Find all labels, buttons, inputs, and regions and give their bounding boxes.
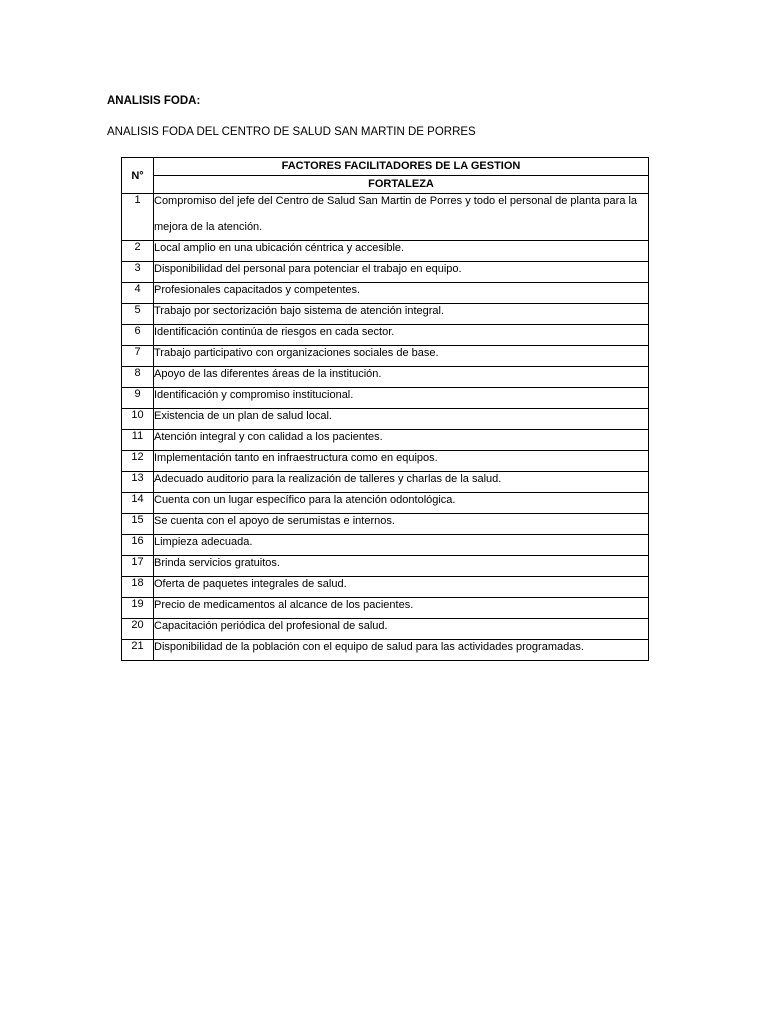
row-number: 14 xyxy=(122,493,154,514)
row-number: 21 xyxy=(122,640,154,661)
row-text: Identificación y compromiso institucional. xyxy=(154,389,354,401)
foda-table-body xyxy=(122,194,649,661)
table-row xyxy=(122,194,649,241)
row-text: Existencia de un plan de salud local. xyxy=(154,410,332,422)
row-number: 18 xyxy=(122,577,154,598)
row-number: 5 xyxy=(122,304,154,325)
row-number: 6 xyxy=(122,325,154,346)
row-number: 1 xyxy=(122,194,154,241)
row-number: 4 xyxy=(122,283,154,304)
row-text: Disponibilidad de la población con el equipo de salud para las actividades programadas. xyxy=(154,641,584,653)
row-number: 10 xyxy=(122,409,154,430)
row-text: Profesionales capacitados y competentes. xyxy=(154,284,361,296)
row-text: Implementación tanto en infraestructura como en equipos. xyxy=(154,452,438,464)
row-text: Apoyo de las diferentes áreas de la institución. xyxy=(154,368,382,380)
row-text: Trabajo por sectorización bajo sistema de atención integral. xyxy=(154,305,445,317)
header-number: N° xyxy=(122,158,154,194)
row-number: 13 xyxy=(122,472,154,493)
row-number: 7 xyxy=(122,346,154,367)
row-number: 3 xyxy=(122,262,154,283)
row-number: 2 xyxy=(122,241,154,262)
row-text: Limpieza adecuada. xyxy=(154,536,253,548)
row-text: Atención integral y con calidad a los pacientes. xyxy=(154,431,383,443)
row-text: Trabajo participativo con organizaciones sociales de base. xyxy=(154,347,439,359)
row-number: 9 xyxy=(122,388,154,409)
row-text: Se cuenta con el apoyo de serumistas e internos. xyxy=(154,515,395,527)
row-text-cell xyxy=(154,640,649,661)
header-factores: FACTORES FACILITADORES DE LA GESTION xyxy=(154,158,649,176)
header-fortaleza: FORTALEZA xyxy=(154,176,649,194)
row-text: Disponibilidad del personal para potenciar el trabajo en equipo. xyxy=(154,263,462,275)
row-text: Cuenta con un lugar específico para la atención odontológica. xyxy=(154,494,456,506)
row-text-cell xyxy=(154,194,649,241)
row-text: Brinda servicios gratuitos. xyxy=(154,557,280,569)
row-text: Capacitación periódica del profesional de salud. xyxy=(154,620,388,632)
row-number: 17 xyxy=(122,556,154,577)
row-text: Adecuado auditorio para la realización de talleres y charlas de la salud. xyxy=(154,473,502,485)
row-text: Identificación continúa de riesgos en cada sector. xyxy=(154,326,395,338)
row-number: 8 xyxy=(122,367,154,388)
row-text: Oferta de paquetes integrales de salud. xyxy=(154,578,347,590)
row-number: 11 xyxy=(122,430,154,451)
foda-table xyxy=(121,157,649,661)
row-text: Precio de medicamentos al alcance de los pacientes. xyxy=(154,599,414,611)
row-number: 12 xyxy=(122,451,154,472)
document-title: ANALISIS FODA: xyxy=(107,95,201,107)
row-text: Local amplio en una ubicación céntrica y accesible. xyxy=(154,242,405,254)
row-number: 15 xyxy=(122,514,154,535)
table-row xyxy=(122,640,649,661)
document-subtitle: ANALISIS FODA DEL CENTRO DE SALUD SAN MARTIN DE PORRES xyxy=(107,126,476,138)
row-text: Compromiso del jefe del Centro de Salud San Martin de Porres y todo el personal de planta para la mejora de la atención. xyxy=(154,195,638,233)
row-number: 19 xyxy=(122,598,154,619)
row-number: 20 xyxy=(122,619,154,640)
row-number: 16 xyxy=(122,535,154,556)
